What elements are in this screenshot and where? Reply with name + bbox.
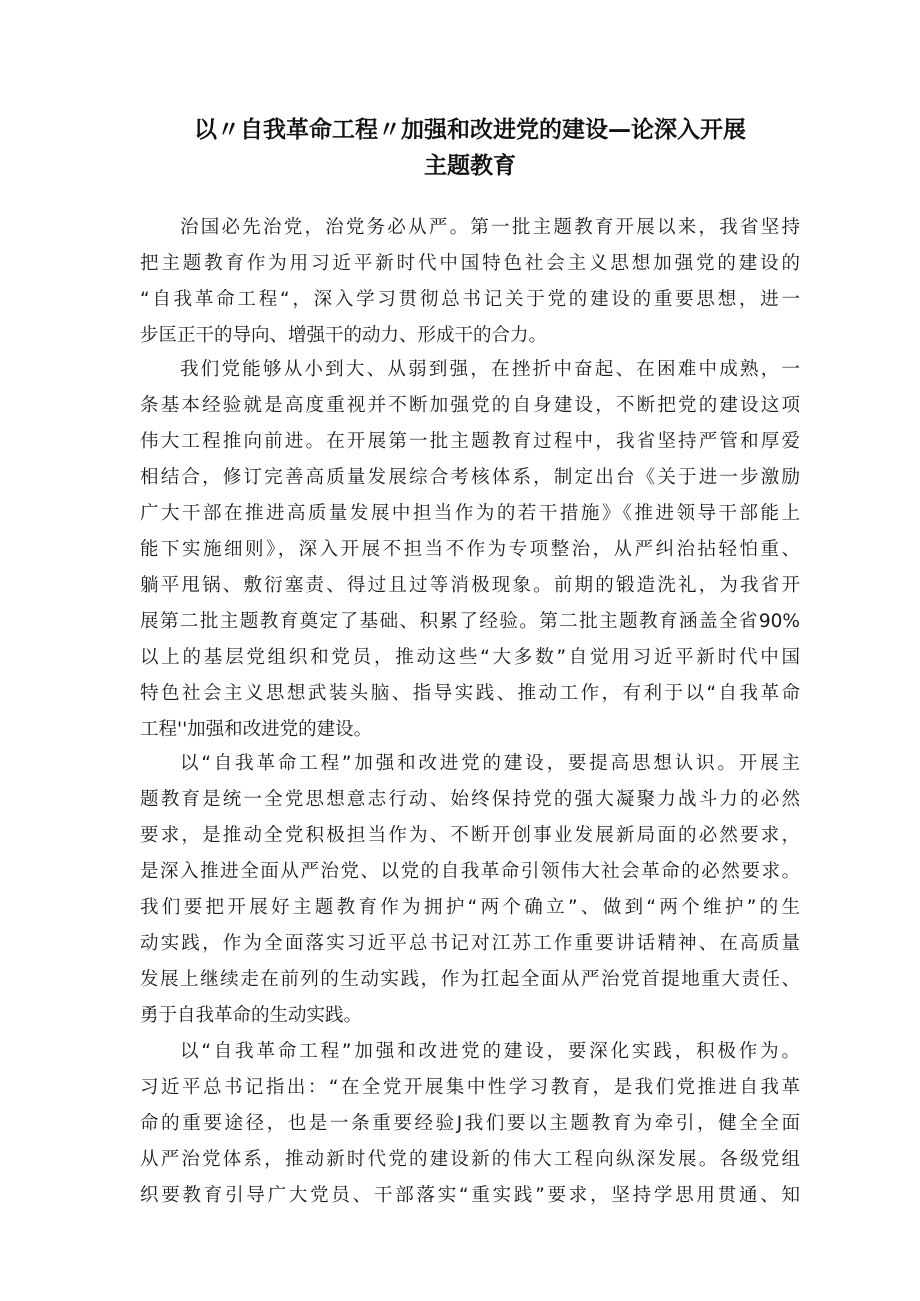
- body-line: 从严治党体系，推动新时代党的建设新的伟大工程向纵深发展。各级党组: [140, 1149, 800, 1170]
- body-line: 以上的基层党组织和党员，推动这些“大多数”自觉用习近平新时代中国: [140, 647, 800, 668]
- body-line: 把主题教育作为用习近平新时代中国特色社会主义思想加强党的建设的: [140, 253, 800, 274]
- document-title-line-2: 主题教育: [424, 153, 516, 179]
- body-line: 以“自我革命工程”加强和改进党的建设，要提高思想认识。开展主: [180, 753, 800, 774]
- body-line: 伟大工程推向前进。在开展第一批主题教育过程中，我省坚持严管和厚爱: [140, 431, 800, 452]
- body-line: 工程''加强和改进党的建设。: [140, 719, 373, 740]
- body-line: 治国必先治党，治党务必从严。第一批主题教育开展以来，我省坚持: [180, 217, 800, 238]
- body-line: 我们党能够从小到大、从弱到强，在挫折中奋起、在困难中成熟，一: [180, 359, 800, 380]
- body-line: 习近平总书记指出：“在全党开展集中性学习教育，是我们党推进自我革: [140, 1077, 800, 1098]
- body-line: 织要教育引导广大党员、干部落实“重实践”要求，坚持学思用贯通、知: [140, 1185, 800, 1206]
- body-line: 发展上继续走在前列的生动实践，作为扛起全面从严治党首提地重大责任、: [140, 969, 800, 990]
- body-line: 条基本经验就是高度重视并不断加强党的自身建设，不断把党的建设这项: [140, 395, 800, 416]
- body-line: 要求，是推动全党积极担当作为、不断开创事业发展新局面的必然要求，: [140, 825, 800, 846]
- body-line: 展第二批主题教育奠定了基础、积累了经验。第二批主题教育涵盖全省90%: [140, 611, 800, 632]
- body-line: 步匡正干的导向、增强干的动力、形成干的合力。: [140, 325, 548, 346]
- body-line: 是深入推进全面从严治党、以党的自我革命引领伟大社会革命的必然要求。: [140, 861, 800, 882]
- document-title-line-1: 以〃自我革命工程〃加强和改进党的建设—论深入开展: [194, 117, 746, 143]
- body-line: 特色社会主义思想武装头脑、指导实践、推动工作，有利于以“自我革命: [140, 683, 800, 704]
- body-line: “自我革命工程“，深入学习贯彻总书记关于党的建设的重要思想，进一: [140, 289, 800, 310]
- body-line: 以“自我革命工程”加强和改进党的建设，要深化实践，积极作为。: [180, 1041, 800, 1062]
- body-line: 能下实施细则》，深入开展不担当不作为专项整治，从严纠治拈轻怕重、: [140, 539, 800, 560]
- body-line: 勇于自我革命的生动实践。: [140, 1005, 363, 1026]
- body-line: 我们要把开展好主题教育作为拥护“两个确立”、做到“两个维护”的生: [140, 897, 800, 918]
- body-line: 命的重要途径，也是一条重要经验J我们要以主题教育为牵引，健全全面: [140, 1113, 800, 1134]
- body-line: 躺平甩锅、敷衍塞责、得过且过等消极现象。前期的锻造洗礼，为我省开: [140, 575, 800, 596]
- body-line: 广大干部在推进高质量发展中担当作为的若干措施》《推进领导干部能上: [140, 503, 800, 524]
- body-line: 动实践，作为全面落实习近平总书记对江苏工作重要讲话精神、在高质量: [140, 933, 800, 954]
- body-line: 相结合，修订完善高质量发展综合考核体系，制定出台《关于进一步激励: [140, 467, 800, 488]
- body-line: 题教育是统一全党思想意志行动、始终保持党的强大凝聚力战斗力的必然: [140, 789, 800, 810]
